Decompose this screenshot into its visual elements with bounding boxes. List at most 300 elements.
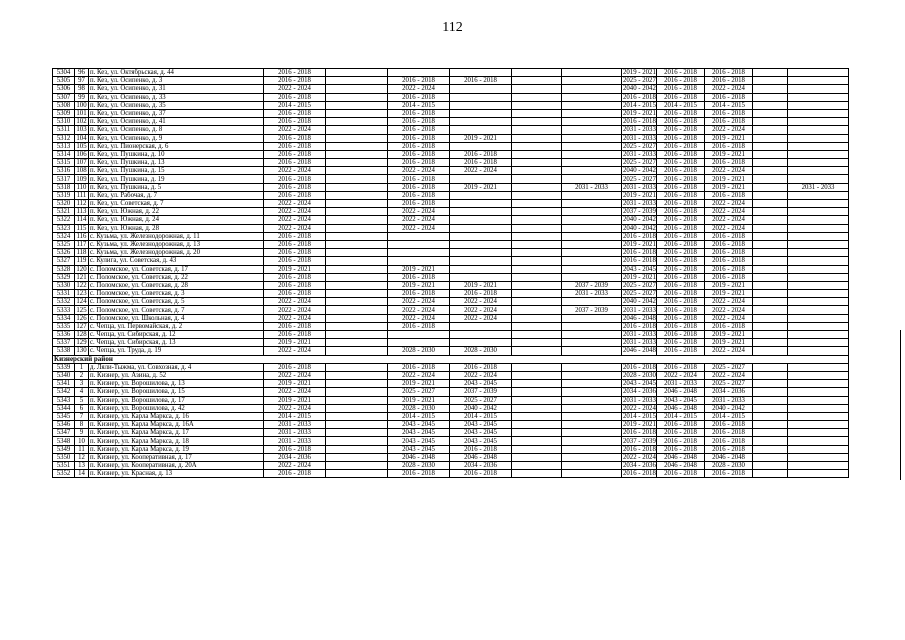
- period-cell: 2037 - 2039: [450, 388, 512, 396]
- row-number: 96: [75, 69, 89, 77]
- row-address: п. Кизнер, ул. Карла Маркса, д. 16: [89, 412, 264, 420]
- blank-cell: [326, 232, 388, 240]
- blank-cell: [512, 208, 562, 216]
- blank-cell: [753, 101, 788, 109]
- blank-cell: [512, 322, 562, 330]
- row-number: 115: [75, 224, 89, 232]
- period-cell: 2016 - 2018: [657, 290, 705, 298]
- period-cell: [562, 200, 622, 208]
- blank-cell: [512, 167, 562, 175]
- period-cell: 2022 - 2024: [705, 200, 753, 208]
- period-cell: [788, 93, 849, 101]
- period-cell: [788, 281, 849, 289]
- blank-cell: [326, 150, 388, 158]
- period-cell: 2016 - 2018: [623, 257, 656, 265]
- period-cell: 2022 - 2024: [657, 371, 705, 379]
- period-cell: 2014 - 2015: [264, 101, 326, 109]
- blank-cell: [512, 85, 562, 93]
- section-title: Кизнерский район: [53, 355, 849, 363]
- row-id: 5336: [53, 331, 75, 339]
- table-row: [53, 150, 849, 158]
- period-cell: 2016 - 2018: [264, 281, 326, 289]
- blank-cell: [326, 363, 388, 371]
- period-cell: [388, 339, 450, 347]
- row-id: 5309: [53, 109, 75, 117]
- period-cell: [788, 159, 849, 167]
- table-row: [53, 183, 849, 191]
- period-cell: [788, 208, 849, 216]
- period-cell: 2016 - 2018: [657, 437, 705, 445]
- row-address: п. Кизнер, ул. Ворошилова, д. 17: [89, 396, 264, 404]
- table-row: [53, 429, 849, 437]
- blank-cell: [753, 363, 788, 371]
- period-cell: 2025 - 2027: [623, 159, 656, 167]
- period-cell: [788, 232, 849, 240]
- blank-cell: [512, 77, 562, 85]
- period-cell: 2016 - 2018: [264, 183, 326, 191]
- blank-cell: [512, 290, 562, 298]
- period-cell: 2028 - 2030: [623, 372, 656, 380]
- blank-cell: [753, 85, 788, 93]
- period-cell: 2016 - 2018: [264, 232, 326, 240]
- period-cell: [788, 134, 849, 142]
- period-cell: [562, 216, 622, 224]
- table-row: [53, 322, 849, 330]
- table-row: [53, 331, 849, 339]
- period-cell: 2014 - 2015: [388, 412, 450, 420]
- period-cell: 2046 - 2048: [623, 314, 656, 322]
- row-id: 5313: [53, 142, 75, 150]
- period-cell: [450, 208, 512, 216]
- period-cell: 2016 - 2018: [705, 109, 753, 117]
- row-id: 5320: [53, 200, 75, 208]
- period-cell: 2016 - 2018: [450, 363, 512, 371]
- period-cell: 2016 - 2018: [657, 167, 705, 175]
- period-cell: [450, 118, 512, 126]
- period-cell: 2014 - 2015: [705, 412, 753, 420]
- period-cell: 2016 - 2018: [388, 191, 450, 199]
- period-cell: 2016 - 2018: [264, 93, 326, 101]
- row-address: с. Кузьма, ул. Железнодорожная, д. 13: [89, 240, 264, 248]
- period-cell: 2016 - 2018: [450, 470, 512, 478]
- period-cell: 2016 - 2018: [388, 273, 450, 281]
- period-cell: 2040 - 2042: [623, 167, 656, 175]
- period-cell: [788, 339, 849, 347]
- row-id: 5322: [53, 216, 75, 224]
- period-cell: [562, 462, 622, 470]
- blank-cell: [512, 380, 562, 388]
- period-cell: 2016 - 2018: [623, 445, 656, 453]
- blank-cell: [512, 412, 562, 420]
- period-cell: 2016 - 2018: [705, 118, 753, 126]
- period-cell: [562, 421, 622, 429]
- period-cell: 2016 - 2018: [388, 183, 450, 191]
- period-cell: [450, 257, 512, 265]
- period-cell: 2019 - 2021: [623, 421, 656, 429]
- blank-cell: [512, 347, 562, 355]
- blank-cell: [753, 118, 788, 126]
- row-id: 5311: [53, 126, 75, 134]
- period-cell: 2022 - 2024: [450, 298, 512, 306]
- period-cell: 2043 - 2045: [623, 380, 656, 388]
- table-row: [53, 167, 849, 175]
- period-cell: [562, 109, 622, 117]
- period-cell: [788, 412, 849, 420]
- period-cell: 2019 - 2021: [264, 396, 326, 404]
- period-cell: 2016 - 2018: [264, 77, 326, 85]
- row-number: 13: [75, 462, 89, 470]
- period-cell: [450, 93, 512, 101]
- period-cell: [788, 224, 849, 232]
- period-cell: [562, 208, 622, 216]
- period-cell: [788, 265, 849, 273]
- table-row: [53, 445, 849, 453]
- period-cell: [450, 126, 512, 134]
- period-cell: [450, 322, 512, 330]
- period-cell: [788, 306, 849, 314]
- period-cell: 2016 - 2018: [705, 142, 753, 150]
- period-cell: [450, 265, 512, 273]
- period-cell: 2025 - 2027: [623, 281, 656, 289]
- table-row: [53, 281, 849, 289]
- period-cell: 2016 - 2018: [705, 69, 753, 77]
- row-id: 5319: [53, 191, 75, 199]
- period-cell: 2022 - 2024: [264, 298, 326, 306]
- period-cell: 2043 - 2045: [657, 396, 705, 404]
- period-cell: 2016 - 2018: [264, 445, 326, 453]
- period-cell: 2022 - 2024: [264, 462, 326, 470]
- period-cell: 2019 - 2021: [623, 69, 656, 77]
- period-cell: 2016 - 2018: [657, 208, 705, 216]
- blank-cell: [512, 404, 562, 412]
- row-address: п. Кез, ул. Осипенко, д. 9: [89, 134, 264, 142]
- period-cell: 2016 - 2018: [264, 331, 326, 339]
- period-cell: 2031 - 2033: [623, 396, 656, 404]
- row-address: п. Кизнер, ул. Ворошилова, д. 13: [89, 380, 264, 388]
- period-cell: [562, 363, 622, 371]
- blank-cell: [326, 371, 388, 379]
- period-cell: 2034 - 2036: [264, 453, 326, 461]
- blank-cell: [326, 429, 388, 437]
- blank-cell: [512, 429, 562, 437]
- blank-cell: [326, 216, 388, 224]
- period-cell: 2037 - 2039: [562, 306, 622, 314]
- period-cell: 2022 - 2024: [705, 208, 753, 216]
- blank-cell: [512, 273, 562, 281]
- period-cell: 2016 - 2018: [657, 363, 705, 371]
- period-cell: [562, 167, 622, 175]
- period-cell: 2016 - 2018: [264, 109, 326, 117]
- period-cell: [562, 134, 622, 142]
- row-address: п. Кез, ул. Осипенко, д. 35: [89, 101, 264, 109]
- period-cell: 2022 - 2024: [705, 85, 753, 93]
- row-number: 106: [76, 150, 87, 158]
- blank-cell: [512, 69, 562, 77]
- period-cell: 2016 - 2018: [264, 322, 326, 330]
- period-cell: 2016 - 2018: [705, 249, 753, 257]
- row-number: 129: [76, 339, 87, 347]
- row-number: 107: [76, 159, 87, 167]
- period-cell: [562, 249, 622, 257]
- period-cell: 2022 - 2024: [623, 453, 656, 461]
- row-id: 5325: [53, 240, 75, 248]
- row-number: 117: [75, 240, 89, 248]
- period-cell: 2016 - 2018: [657, 421, 705, 429]
- row-id: 5314: [53, 150, 75, 158]
- period-cell: 2016 - 2018: [657, 298, 705, 306]
- period-cell: 2019 - 2021: [450, 183, 512, 191]
- table-row: [53, 470, 849, 478]
- blank-cell: [753, 380, 788, 388]
- period-cell: 2016 - 2018: [705, 159, 753, 167]
- period-cell: [788, 396, 849, 404]
- period-cell: 2031 - 2033: [623, 306, 656, 314]
- period-cell: 2019 - 2021: [388, 281, 450, 289]
- blank-cell: [753, 404, 788, 412]
- period-cell: 2031 - 2033: [788, 183, 849, 191]
- period-cell: [788, 421, 849, 429]
- period-cell: 2040 - 2042: [623, 298, 656, 306]
- table-body-kizner: [53, 363, 849, 478]
- row-id: 5327: [53, 257, 75, 265]
- period-cell: 2022 - 2024: [388, 85, 450, 93]
- blank-cell: [326, 93, 388, 101]
- period-cell: 2014 - 2015: [264, 412, 326, 420]
- row-number: 128: [76, 331, 87, 339]
- period-cell: 2022 - 2024: [388, 167, 450, 175]
- period-cell: 2046 - 2048: [657, 453, 705, 461]
- blank-cell: [512, 191, 562, 199]
- row-address: п. Кез, ул. Южная, д. 22: [89, 208, 264, 216]
- period-cell: [562, 396, 622, 404]
- period-cell: [562, 404, 622, 412]
- period-cell: 2016 - 2018: [657, 77, 705, 85]
- row-address: с. Чепца, ул. Сибирская, д. 12: [89, 331, 264, 339]
- period-cell: 2040 - 2042: [450, 404, 512, 412]
- row-address: с. Чепца, ул. Сибирская, д. 13: [89, 339, 264, 347]
- period-cell: 2019 - 2021: [623, 273, 656, 281]
- blank-cell: [326, 314, 388, 322]
- period-cell: 2022 - 2024: [264, 208, 326, 216]
- period-cell: [562, 175, 622, 183]
- blank-cell: [753, 371, 788, 379]
- blank-cell: [753, 175, 788, 183]
- blank-cell: [326, 322, 388, 330]
- blank-cell: [326, 240, 388, 248]
- period-cell: 2019 - 2021: [264, 339, 326, 347]
- period-cell: 2016 - 2018: [657, 69, 705, 77]
- period-cell: 2025 - 2027: [623, 175, 656, 183]
- row-id: 5304: [53, 69, 75, 77]
- period-cell: 2031 - 2033: [264, 429, 326, 437]
- period-cell: 2016 - 2018: [623, 249, 656, 257]
- scan-edge-mark: [900, 330, 902, 480]
- period-cell: [788, 249, 849, 257]
- period-cell: 2031 - 2033: [562, 290, 622, 298]
- blank-cell: [512, 445, 562, 453]
- period-cell: [562, 388, 622, 396]
- period-cell: 2016 - 2018: [264, 191, 326, 199]
- blank-cell: [753, 216, 788, 224]
- period-cell: 2016 - 2018: [705, 93, 753, 101]
- row-address: п. Кизнер, ул. Азина, д. 52: [89, 371, 264, 379]
- period-cell: [450, 273, 512, 281]
- table-row: [53, 298, 849, 306]
- blank-cell: [753, 224, 788, 232]
- table-row: [53, 421, 849, 429]
- table-row: [53, 126, 849, 134]
- period-cell: 2022 - 2024: [388, 208, 450, 216]
- period-cell: 2016 - 2018: [657, 126, 705, 134]
- table-row: [53, 109, 849, 117]
- period-cell: [788, 371, 849, 379]
- period-cell: [450, 249, 512, 257]
- period-cell: [788, 85, 849, 93]
- blank-cell: [753, 412, 788, 420]
- period-cell: [562, 265, 622, 273]
- period-cell: 2016 - 2018: [623, 232, 656, 240]
- period-cell: 2016 - 2018: [657, 306, 705, 314]
- row-id: 5317: [53, 175, 75, 183]
- period-cell: 2025 - 2027: [705, 363, 753, 371]
- row-number: 103: [76, 126, 87, 134]
- period-cell: 2016 - 2018: [388, 200, 450, 208]
- period-cell: 2016 - 2018: [264, 290, 326, 298]
- period-cell: 2016 - 2018: [657, 142, 705, 150]
- blank-cell: [326, 85, 388, 93]
- row-id: 5328: [53, 265, 75, 273]
- table-row: [53, 249, 849, 257]
- blank-cell: [326, 470, 388, 478]
- period-cell: 2016 - 2018: [388, 290, 450, 298]
- blank-cell: [512, 396, 562, 404]
- row-address: с. Поломское, ул. Школьная, д. 4: [89, 314, 264, 322]
- period-cell: [388, 240, 450, 248]
- period-cell: [562, 232, 622, 240]
- blank-cell: [326, 380, 388, 388]
- period-cell: 2022 - 2024: [388, 306, 450, 314]
- blank-cell: [512, 159, 562, 167]
- capital-repair-table: [52, 68, 849, 478]
- table-row: [53, 224, 849, 232]
- blank-cell: [753, 273, 788, 281]
- period-cell: 2016 - 2018: [264, 257, 326, 265]
- period-cell: [562, 240, 622, 248]
- blank-cell: [512, 265, 562, 273]
- row-id: 5348: [53, 437, 75, 445]
- period-cell: 2019 - 2021: [705, 290, 753, 298]
- period-cell: [450, 85, 512, 93]
- period-cell: 2022 - 2024: [705, 126, 753, 134]
- blank-cell: [512, 249, 562, 257]
- blank-cell: [326, 404, 388, 412]
- blank-cell: [753, 142, 788, 150]
- row-number: 4: [75, 388, 89, 396]
- blank-cell: [753, 314, 788, 322]
- blank-cell: [326, 183, 388, 191]
- row-id: 5312: [53, 134, 75, 142]
- period-cell: 2043 - 2045: [450, 421, 512, 429]
- blank-cell: [326, 101, 388, 109]
- period-cell: 2016 - 2018: [623, 429, 656, 437]
- row-id: 5329: [53, 273, 75, 281]
- period-cell: [788, 150, 849, 158]
- period-cell: 2016 - 2018: [264, 363, 326, 371]
- period-cell: 2022 - 2024: [264, 126, 326, 134]
- period-cell: 2019 - 2021: [623, 110, 656, 118]
- blank-cell: [512, 232, 562, 240]
- blank-cell: [512, 339, 562, 347]
- period-cell: 2022 - 2024: [264, 200, 326, 208]
- table-row: [53, 462, 849, 470]
- row-address: п. Кез, ул. Пушкина, д. 10: [89, 150, 264, 158]
- period-cell: 2014 - 2015: [450, 412, 512, 420]
- period-cell: 2025 - 2027: [450, 396, 512, 404]
- period-cell: 2016 - 2018: [623, 363, 656, 371]
- period-cell: 2016 - 2018: [657, 331, 705, 339]
- row-address: п. Кизнер, ул. Карла Маркса, д. 19: [89, 445, 264, 453]
- period-cell: [562, 159, 622, 167]
- row-address: п. Кизнер, ул. Ворошилова, д. 15: [89, 388, 264, 396]
- period-cell: [562, 150, 622, 158]
- blank-cell: [326, 273, 388, 281]
- period-cell: 2016 - 2018: [705, 232, 753, 240]
- period-cell: [788, 298, 849, 306]
- blank-cell: [326, 175, 388, 183]
- period-cell: [562, 380, 622, 388]
- blank-cell: [326, 347, 388, 355]
- row-address: п. Кез, ул. Осипенко, д. 37: [89, 109, 264, 117]
- blank-cell: [753, 77, 788, 85]
- table-row: [53, 134, 849, 142]
- period-cell: [788, 69, 849, 77]
- row-address: п. Кез, ул. Южная, д. 24: [89, 216, 264, 224]
- period-cell: 2016 - 2018: [388, 134, 450, 142]
- period-cell: [562, 85, 622, 93]
- period-cell: 2016 - 2018: [705, 273, 753, 281]
- table-row: [53, 371, 849, 379]
- row-id: 5334: [53, 314, 75, 322]
- period-cell: 2043 - 2045: [450, 380, 512, 388]
- period-cell: 2022 - 2024: [705, 167, 753, 175]
- row-id: 5335: [53, 322, 75, 330]
- table-row: [53, 290, 849, 298]
- table-row: [53, 257, 849, 265]
- period-cell: [450, 339, 512, 347]
- blank-cell: [326, 191, 388, 199]
- period-cell: [388, 257, 450, 265]
- period-cell: 2016 - 2018: [657, 470, 705, 478]
- period-cell: 2019 - 2021: [705, 281, 753, 289]
- table-row: [53, 142, 849, 150]
- row-number: 8: [75, 421, 89, 429]
- blank-cell: [512, 200, 562, 208]
- period-cell: [562, 371, 622, 379]
- period-cell: 2046 - 2048: [657, 388, 705, 396]
- row-id: 5318: [53, 183, 75, 191]
- row-id: 5332: [53, 298, 75, 306]
- period-cell: [562, 331, 622, 339]
- table-row: [53, 265, 849, 273]
- period-cell: 2014 - 2015: [623, 101, 656, 109]
- period-cell: [562, 322, 622, 330]
- blank-cell: [512, 470, 562, 478]
- row-number: 9: [75, 429, 89, 437]
- row-id: 5347: [53, 429, 75, 437]
- blank-cell: [512, 134, 562, 142]
- period-cell: 2043 - 2045: [388, 429, 450, 437]
- period-cell: 2016 - 2018: [705, 257, 753, 265]
